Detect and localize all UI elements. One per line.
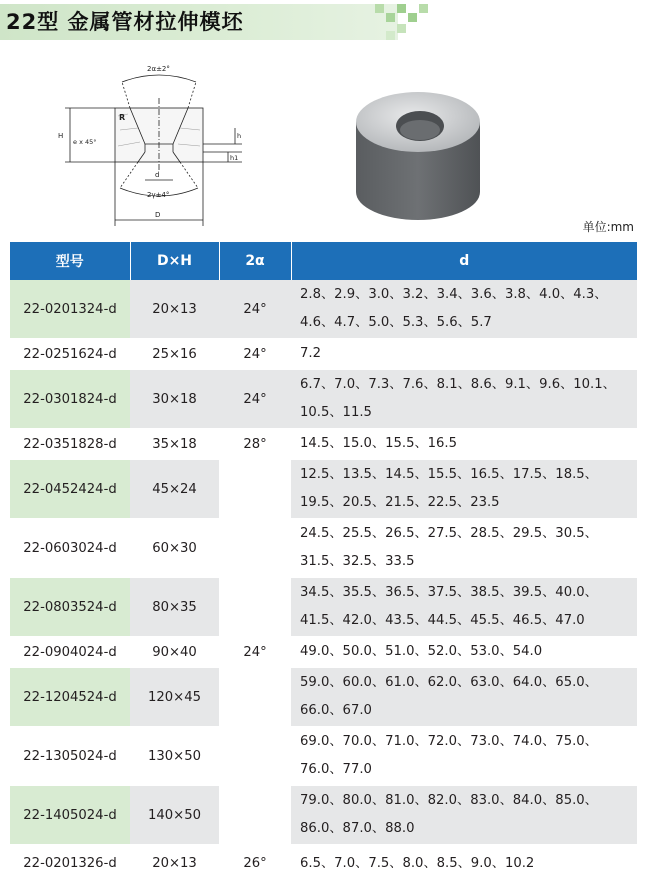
deco-square xyxy=(386,13,395,22)
cell-model: 22-0351828-d xyxy=(10,429,130,460)
cell-d: 24.5、25.5、26.5、27.5、28.5、29.5、30.5、31.5、32.5、33.5 xyxy=(291,519,637,578)
cell-model: 22-1405024-d xyxy=(10,786,130,845)
cell-d: 12.5、13.5、14.5、15.5、16.5、17.5、18.5、19.5、20.5、21.5、22.5、23.5 xyxy=(291,460,637,519)
cell-d: 69.0、70.0、71.0、72.0、73.0、74.0、75.0、76.0、77.0 xyxy=(291,727,637,786)
cell-dh: 35×18 xyxy=(130,429,219,460)
cell-model: 22-1204524-d xyxy=(10,668,130,727)
cell-model: 22-0452424-d xyxy=(10,460,130,519)
cell-d: 6.5、7.0、7.5、8.0、8.5、9.0、10.2 xyxy=(291,845,637,883)
big-d-label: D xyxy=(155,211,161,219)
cell-dh: 60×30 xyxy=(130,519,219,578)
table-row xyxy=(10,578,637,637)
table-row xyxy=(10,727,637,786)
cell-dh: 120×45 xyxy=(130,668,219,727)
table-row xyxy=(10,786,637,845)
table-row xyxy=(10,339,637,370)
bottom-angle-label: 2γ±4° xyxy=(147,191,170,199)
cell-model: 22-0904024-d xyxy=(10,637,130,668)
cell-dh: 130×50 xyxy=(130,727,219,786)
cell-dh: 20×13 xyxy=(130,845,219,883)
col-header-angle: 2α xyxy=(219,242,291,280)
col-header-d: d xyxy=(291,242,637,280)
cell-model: 22-0803524-d xyxy=(10,578,130,637)
r-label: R xyxy=(119,113,126,122)
table-row xyxy=(10,519,637,578)
cell-model: 22-0301824-d xyxy=(10,370,130,429)
cell-model: 22-0251624-d xyxy=(10,339,130,370)
cell-d: 59.0、60.0、61.0、62.0、63.0、64.0、65.0、66.0、67.0 xyxy=(291,668,637,727)
deco-square xyxy=(397,24,406,33)
spec-table xyxy=(10,242,637,883)
table-row xyxy=(10,370,637,429)
deco-square xyxy=(375,4,384,13)
h-small-label: h xyxy=(237,132,242,140)
cell-angle-merged: 24° xyxy=(219,460,291,845)
cell-d: 2.8、2.9、3.0、3.2、3.4、3.6、3.8、4.0、4.3、4.6、4.7、5.0、5.3、5.6、5.7 xyxy=(291,280,637,339)
cell-model: 22-1305024-d xyxy=(10,727,130,786)
deco-square xyxy=(419,4,428,13)
cell-dh: 90×40 xyxy=(130,637,219,668)
table-header-row xyxy=(10,242,637,280)
page-title: 22型 金属管材拉伸模坯 xyxy=(6,10,244,34)
table-row xyxy=(10,845,637,883)
cell-dh: 20×13 xyxy=(130,280,219,339)
chamfer-label: e x 45° xyxy=(73,138,97,146)
cell-angle: 24° xyxy=(219,370,291,429)
cell-angle: 24° xyxy=(219,339,291,370)
cell-d: 79.0、80.0、81.0、82.0、83.0、84.0、85.0、86.0、87.0、88.0 xyxy=(291,786,637,845)
cell-d: 7.2 xyxy=(291,339,637,370)
cell-d: 6.7、7.0、7.3、7.6、8.1、8.6、9.1、9.6、10.1、10.5、11.5 xyxy=(291,370,637,429)
unit-label: 单位:mm xyxy=(582,220,634,234)
table-row xyxy=(10,668,637,727)
cell-angle: 24° xyxy=(219,280,291,339)
table-row xyxy=(10,429,637,460)
cell-angle: 28° xyxy=(219,429,291,460)
table-row xyxy=(10,280,637,339)
deco-square xyxy=(408,13,417,22)
product-photo xyxy=(350,80,485,222)
h-label: H xyxy=(58,132,64,140)
table-row xyxy=(10,637,637,668)
cell-d: 34.5、35.5、36.5、37.5、38.5、39.5、40.0、41.5、42.0、43.5、44.5、45.5、46.5、47.0 xyxy=(291,578,637,637)
col-header-model: 型号 xyxy=(10,242,130,280)
deco-square xyxy=(397,4,406,13)
cell-dh: 25×16 xyxy=(130,339,219,370)
cell-model: 22-0201324-d xyxy=(10,280,130,339)
cell-angle: 26° xyxy=(219,845,291,883)
col-header-dh: D×H xyxy=(130,242,219,280)
title-band xyxy=(0,4,398,40)
cell-dh: 30×18 xyxy=(130,370,219,429)
deco-square xyxy=(386,31,395,40)
cell-dh: 140×50 xyxy=(130,786,219,845)
top-angle-label: 2α±2° xyxy=(147,65,170,73)
cell-d: 49.0、50.0、51.0、52.0、53.0、54.0 xyxy=(291,637,637,668)
technical-drawing xyxy=(50,58,250,230)
d-label: d xyxy=(155,171,160,179)
cell-dh: 45×24 xyxy=(130,460,219,519)
cell-d: 14.5、15.0、15.5、16.5 xyxy=(291,429,637,460)
table-row xyxy=(10,460,637,519)
cell-dh: 80×35 xyxy=(130,578,219,637)
cell-model: 22-0603024-d xyxy=(10,519,130,578)
h1-label: h1 xyxy=(230,154,239,162)
cell-model: 22-0201326-d xyxy=(10,845,130,883)
